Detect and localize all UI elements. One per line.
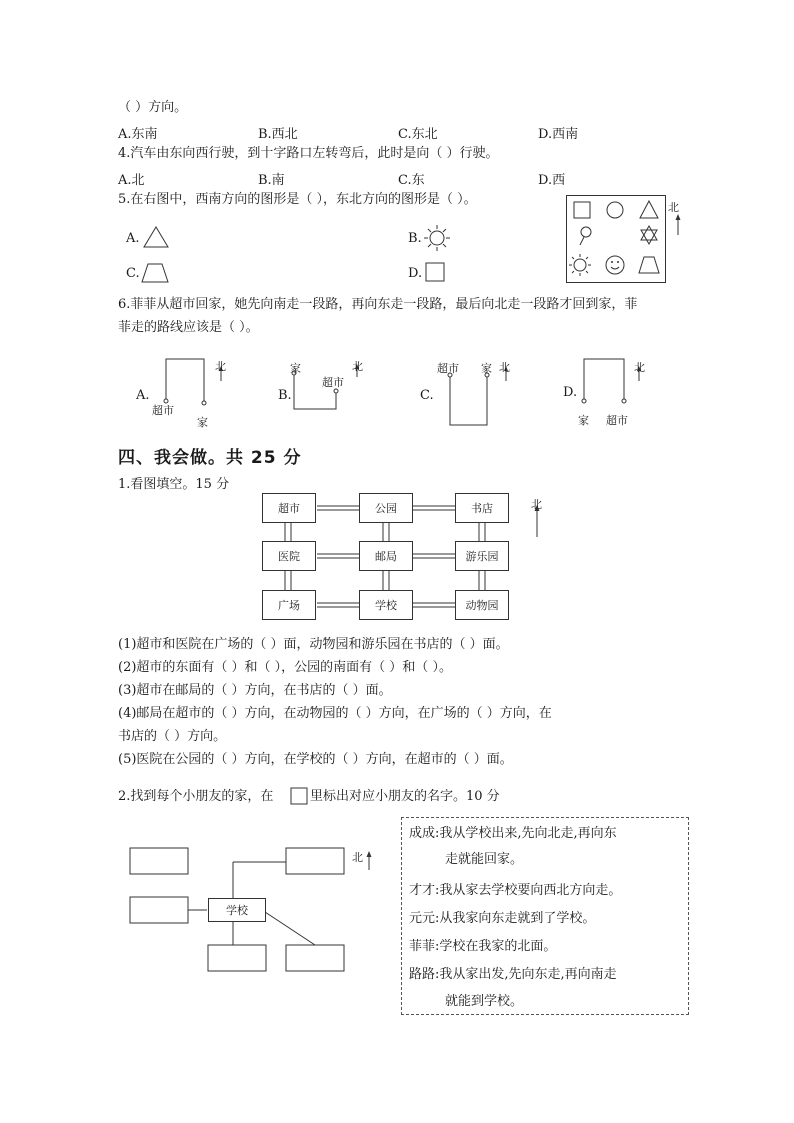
q3-option-d: D.西南 <box>538 127 579 142</box>
map-place-post-office: 邮局 <box>359 541 413 571</box>
q4-option-c: C.东 <box>398 173 425 188</box>
statement-yuanyuan: 元元:从我家向东走就到了学校。 <box>409 911 596 926</box>
grid-balloon-icon <box>581 227 591 237</box>
q6-d-north: 北 <box>634 361 645 374</box>
q4-option-d: D.西 <box>538 173 566 188</box>
q6-b-home: 家 <box>290 362 301 375</box>
q6-b-market: 超市 <box>322 376 344 389</box>
q6-a-market: 超市 <box>152 404 174 417</box>
q3-option-b: B.西北 <box>258 127 298 142</box>
grid-circle-icon <box>607 202 623 218</box>
grid-smiley-icon <box>606 256 624 274</box>
q6-c-home: 家 <box>481 362 492 375</box>
trapezoid-icon <box>141 263 169 283</box>
home-box-south <box>208 945 266 971</box>
q6-option-c: C. <box>420 388 434 403</box>
map-place-supermarket: 超市 <box>262 493 316 523</box>
q6-d-market: 超市 <box>606 414 628 427</box>
s4q1-line-1: (1)超市和医院在广场的（ ）面，动物园和游乐园在书店的（ ）面。 <box>118 637 509 652</box>
map-place-hospital: 医院 <box>262 541 316 571</box>
grid-triangle-icon <box>640 201 658 218</box>
statement-chengcheng-1: 成成:我从学校出来,先向北走,再向东 <box>409 826 617 841</box>
section4-title: 四、我会做。共 25 分 <box>118 448 302 468</box>
s4q2-title-part1: 2.找到每个小朋友的家，在 <box>118 789 274 804</box>
q5-option-b: B. <box>408 231 422 246</box>
statement-lulu-2: 就能到学校。 <box>445 994 524 1009</box>
map-place-amusement-park: 游乐园 <box>455 541 509 571</box>
school-box: 学校 <box>208 898 266 922</box>
q5-option-d: D. <box>408 266 423 281</box>
s4q2-north-label: 北 <box>352 851 363 864</box>
q5-text: 5.在右图中，西南方向的图形是（ ），东北方向的图形是（ ）。 <box>118 192 477 207</box>
map-place-zoo: 动物园 <box>455 590 509 620</box>
map-place-park: 公园 <box>359 493 413 523</box>
q5-north-label: 北 <box>668 201 679 214</box>
q3-option-a: A.东南 <box>118 127 158 142</box>
q3-option-c: C.东北 <box>398 127 438 142</box>
q6-d-home: 家 <box>578 414 589 427</box>
answer-box-icon <box>290 787 310 807</box>
square-icon <box>425 262 445 282</box>
home-box-southeast <box>286 945 344 971</box>
q6-option-d: D. <box>563 385 578 400</box>
s4q1-line-3: (3)超市在邮局的（ ）方向，在书店的（ ）面。 <box>118 683 392 698</box>
q6-option-a: A. <box>136 388 150 403</box>
q5-option-a: A. <box>126 231 140 246</box>
s4q1-line-6: (5)医院在公园的（ ）方向，在学校的（ ）方向，在超市的（ ）面。 <box>118 752 513 767</box>
home-box-northeast <box>286 848 344 874</box>
grid-trapezoid-icon <box>639 257 659 273</box>
q3-tail-line: （ ）方向。 <box>118 100 188 115</box>
q6-c-north: 北 <box>499 361 510 374</box>
s4q1-line-2: (2)超市的东面有（ ）和（ ），公园的南面有（ ）和（ ）。 <box>118 660 452 675</box>
q6-b-north: 北 <box>352 360 363 373</box>
sun-icon <box>423 224 451 252</box>
q4-option-b: B.南 <box>258 173 285 188</box>
home-box-northwest <box>130 848 188 874</box>
grid-sun-icon <box>569 254 591 276</box>
s4q2-title-part2: 里标出对应小朋友的名字。10 分 <box>310 789 500 804</box>
grid-square-icon <box>574 202 590 218</box>
q6-a-home: 家 <box>197 416 208 429</box>
q6-option-b: B. <box>278 388 292 403</box>
q5-option-c: C. <box>126 266 140 281</box>
statement-chengcheng-2: 走就能回家。 <box>445 852 524 867</box>
q4-option-a: A.北 <box>118 173 145 188</box>
statement-caicai: 才才:我从家去学校要向西北方向走。 <box>409 883 622 898</box>
grid-star-icon <box>641 226 657 240</box>
q6-text-line2: 菲走的路线应该是（ ）。 <box>118 320 259 335</box>
map-place-bookstore: 书店 <box>455 493 509 523</box>
map-place-square: 广场 <box>262 590 316 620</box>
q6-text-line1: 6.菲菲从超市回家，她先向南走一段路，再向东走一段路，最后向北走一段路才回到家，菲 <box>118 297 638 312</box>
statement-feifei: 菲菲:学校在我家的北面。 <box>409 939 557 954</box>
home-box-west <box>130 897 188 923</box>
q6-c-market: 超市 <box>437 362 459 375</box>
q6-a-north: 北 <box>215 360 226 373</box>
q4-text: 4.汽车由东向西行驶，到十字路口左转弯后，此时是向（ ）行驶。 <box>118 146 499 161</box>
s4q1-line-5: 书店的（ ）方向。 <box>118 729 227 744</box>
s4q1-title: 1.看图填空。15 分 <box>118 477 230 492</box>
s4q1-line-4: (4)邮局在超市的（ ）方向，在动物园的（ ）方向，在广场的（ ）方向，在 <box>118 706 552 721</box>
triangle-icon <box>143 226 169 248</box>
statement-lulu-1: 路路:我从家出发,先向东走,再向南走 <box>409 967 617 982</box>
s4q1-north-label: 北 <box>531 498 542 511</box>
map-place-school: 学校 <box>359 590 413 620</box>
